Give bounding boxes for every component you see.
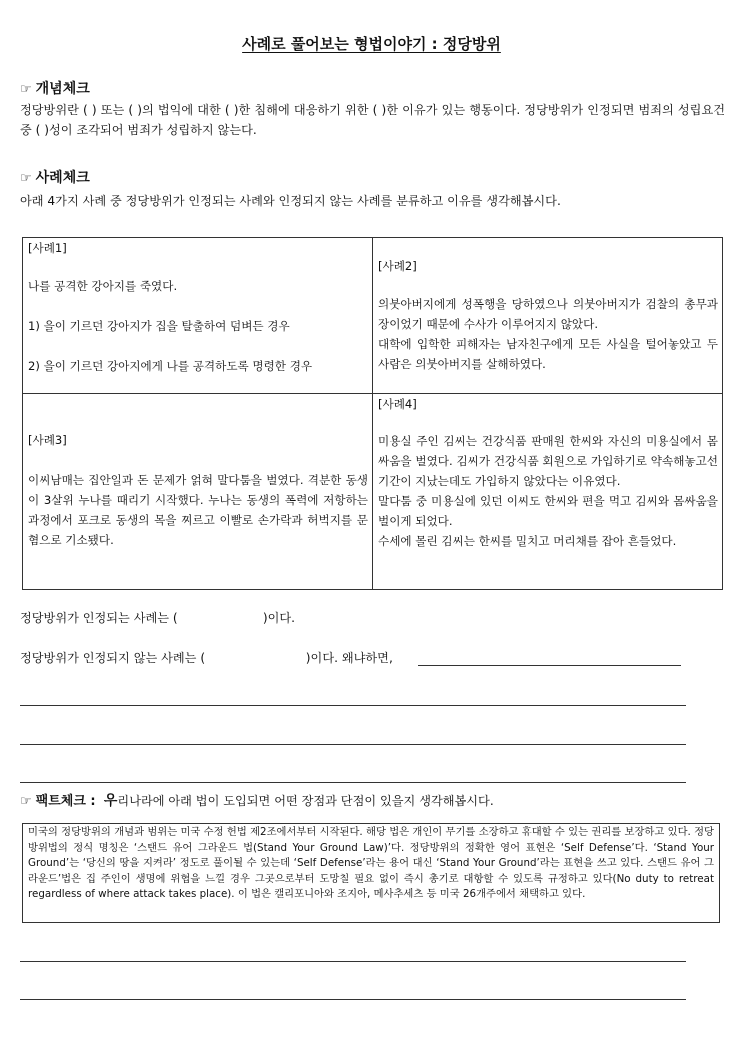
- case-1-cell: [23, 238, 373, 394]
- concept-heading: ☞ 개념체크: [20, 81, 90, 97]
- case-check-instruction: 아래 4가지 사례 중 정당방위가 인정되는 사례와 인정되지 않는 사례를 분류하고 이유를 생각해봅시다.: [20, 194, 561, 208]
- answer-line: [20, 999, 686, 1000]
- case-3-label: [사례3]: [28, 433, 67, 447]
- fact-check-heading: ☞ 팩트체크 : 우리나라에 아래 법이 도입되면 어떤 장점과 단점이 있을지 생각해봅시다.: [20, 793, 494, 809]
- case-1-line: 나를 공격한 강아지를 죽였다.: [28, 279, 178, 293]
- case-2-label: [사례2]: [378, 259, 417, 273]
- pointing-hand-icon: ☞: [20, 794, 32, 809]
- case-3-line: 이씨남매는 집안일과 돈 문제가 얽혀 말다툼을 벌였다. 격분한 동생이 3살위 누나를 때리기 시작했다. 누나는 동생의 폭력에 저항하는 과정에서 포크로 동생의 목을 찌르고 이빨로 손가락과 허벅지를 문 혐으로 기소됐다.: [28, 473, 368, 547]
- case-4-cell: [373, 394, 723, 590]
- answer-line: [20, 961, 686, 962]
- pointing-hand-icon: ☞: [20, 82, 32, 97]
- case-4-label: [사례4]: [378, 397, 417, 411]
- case-2-line: 의붓아버지에게 성폭행을 당하였으나 의붓아버지가 검찰의 총무과장이었기 때문에 수사가 이루어지지 않았다.: [378, 297, 718, 331]
- case-1-label: [사례1]: [28, 241, 67, 255]
- case-1-line: 1) 을이 기르던 강아지가 집을 탈출하여 덤벼든 경우: [28, 319, 290, 333]
- page-title: 사례로 풀어보는 형법이야기 : 정당방위: [242, 35, 501, 53]
- case-4-line: 미용실 주인 김씨는 건강식품 판매원 한씨와 자신의 미용실에서 몸싸움을 벌였다. 김씨가 건강식품 회원으로 가입하기로 약속해놓고선 기간이 지났는데도 가입하지 않았다는 이유였다.: [378, 434, 718, 488]
- case-check-heading: ☞ 사례체크: [20, 170, 90, 186]
- answer-line: [20, 782, 686, 783]
- answer-line: [20, 744, 686, 745]
- not-recognized-answer: 정당방위가 인정되지 않는 사례는 ( )이다. 왜냐하면,: [20, 651, 393, 665]
- fact-box: 미국의 정당방위의 개념과 범위는 미국 수정 헌법 제2조에서부터 시작된다. 해당 법은 개인이 무기를 소장하고 휴대할 수 있는 권리를 보장하고 있다. 정당방위법의 정식 명칭은 ‘스탠드 유어 그라운드 법(Stand Your Ground Law)’다. 정당방위의 정확한 영어 표현은 ‘Self Defense’다. ‘Stand Your Ground’는 ‘당신의 땅을 지켜라’ 정도로 풀이될 수 있는데 ‘Self Defense’라는 용어 대신 ‘Stand Your Ground’라는 표현을 쓰고 있다. 스탠드 유어 그라운드’법은 집 주인이 생명에 위협을 느낄 경우 그곳으로부터 도망칠 필요 없이 즉시 총기로 대항할 수 있도록 규정하고 있다(No duty to retreat regardless of where attack takes place). 이 법은 캘리포니아와 조지아, 메사추세츠 등 미국 26개주에서 채택하고 있다.: [22, 823, 720, 923]
- case-4-line: 수세에 몰린 김씨는 한씨를 밀치고 머리채를 잡아 흔들었다.: [378, 534, 677, 548]
- case-2-cell: [373, 238, 723, 394]
- pointing-hand-icon: ☞: [20, 171, 32, 186]
- answer-line: [20, 705, 686, 706]
- reason-blank-line: [418, 665, 681, 666]
- case-table: [22, 237, 723, 590]
- concept-text: 정당방위란 ( ) 또는 ( )의 법익에 대한 ( )한 침해에 대응하기 위한 ( )한 이유가 있는 행동이다. 정당방위가 인정되면 범죄의 성립요건 중 ( )성이 조각되어 범죄가 성립하지 않는다.: [20, 103, 725, 137]
- case-4-line: 말다툼 중 미용실에 있던 이씨도 한씨와 편을 먹고 김씨와 몸싸움을 벌이게 되었다.: [378, 494, 718, 528]
- case-1-line: 2) 을이 기르던 강아지에게 나를 공격하도록 명령한 경우: [28, 359, 313, 373]
- recognized-answer: 정당방위가 인정되는 사례는 ( )이다.: [20, 611, 296, 625]
- case-2-line: 대학에 입학한 피해자는 남자친구에게 모든 사실을 털어놓았고 두 사람은 의붓아버지를 살해하였다.: [378, 337, 718, 371]
- case-3-cell: [23, 394, 373, 590]
